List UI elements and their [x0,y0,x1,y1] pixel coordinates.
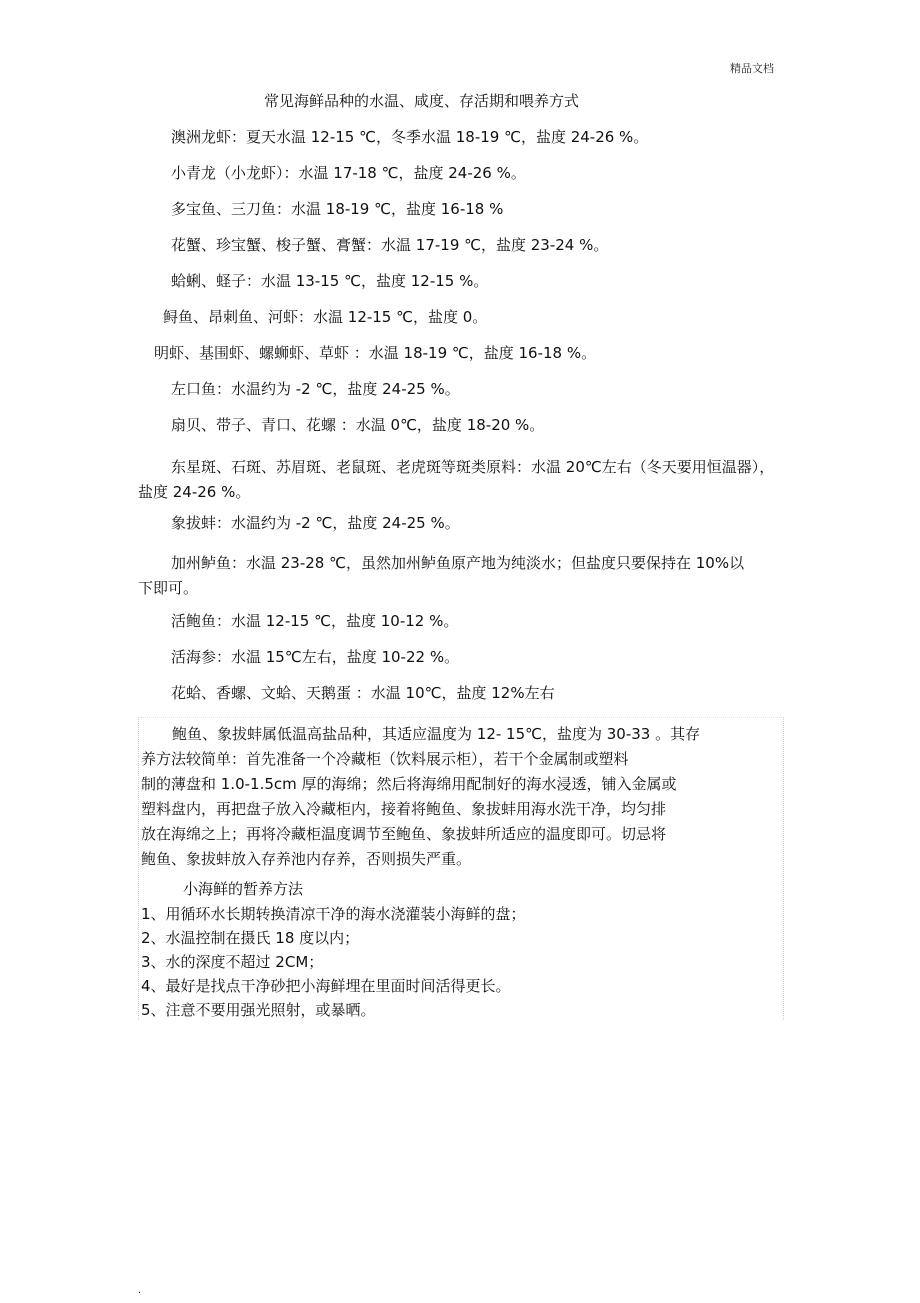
list-item: 3、水的深度不超过 2CM； [141,953,324,971]
paragraph-line: 塑料盘内，再把盘子放入冷藏柜内，接着将鲍鱼、象拔蚌用海水洗干净，均匀排 [141,800,667,818]
paragraph-line: 养方法较简单：首先准备一个冷藏柜（饮料展示柜），若干个金属制或塑料 [141,750,629,768]
list-item: 5、注意不要用强光照射，或暴晒。 [141,1001,376,1019]
entry-crabs: 花蟹、珍宝蟹、梭子蟹、膏蟹：水温 17-19 ℃，盐度 23-24 %。 [171,236,609,254]
steps-list [141,902,526,1022]
entry-crayfish: 小青龙（小龙虾）：水温 17-18 ℃，盐度 24-26 %。 [171,164,526,182]
paragraph-line: 鲍鱼、象拔蚌属低温高盐品种，其适应温度为 12- 15℃，盐度为 30-33 。其存 [172,725,701,743]
list-item: 2、水温控制在摄氏 18 度以内； [141,929,360,947]
page-title: 常见海鲜品种的水温、咸度、存活期和喂养方式 [264,92,580,110]
list-item: 1、用循环水长期转换清凉干净的海水浇灌装小海鲜的盘； [141,905,526,923]
paragraph-line: 制的薄盘和 1.0-1.5cm 厚的海绵；然后将海绵用配制好的海水浸透，铺入金属或 [141,775,677,793]
entry-scallops: 扇贝、带子、青口、花螺 ：水温 0℃，盐度 18-20 %。 [171,416,545,434]
entry-sturgeon: 鲟鱼、昂刺鱼、河虾：水温 12-15 ℃，盐度 0。 [163,308,488,326]
entry-california-bass: 加州鲈鱼：水温 23-28 ℃，虽然加州鲈鱼原产地为纯淡水；但盐度只要保持在 10%以下即可。 [138,554,745,597]
list-item: 4、最好是找点干净砂把小海鲜埋在里面时间活得更长。 [141,977,511,995]
entry-flounder: 左口鱼：水温约为 -2 ℃，盐度 24-25 %。 [171,380,460,398]
paragraph-line: 鲍鱼、象拔蚌放入存养池内存养，否则损失严重。 [141,850,472,868]
entry-groupers: 东星斑、石斑、苏眉斑、老鼠斑、老虎斑等斑类原料：水温 20℃左右（冬天要用恒温器），盐度 24-26 %。 [138,458,775,501]
watermark: 精品文档 [730,62,774,75]
entry-prawns: 明虾、基围虾、螺蛳虾、草虾 ：水温 18-19 ℃，盐度 16-18 %。 [154,344,597,362]
entry-turbot: 多宝鱼、三刀鱼：水温 18-19 ℃，盐度 16-18 % [171,200,504,218]
entry-clams: 蛤蜊、蛏子：水温 13-15 ℃，盐度 12-15 %。 [171,272,489,290]
paragraph-line: 放在海绵之上；再将冷藏柜温度调节至鲍鱼、象拔蚌所适应的温度即可。切忌将 [141,825,667,843]
entry-geoduck: 象拔蚌：水温约为 -2 ℃，盐度 24-25 %。 [171,514,460,532]
entry-shellfish: 花蛤、香螺、文蛤、天鹅蛋 ：水温 10℃，盐度 12%左右 [171,684,555,702]
footer-dot: . [138,1285,142,1296]
temporary-storage-title: 小海鲜的暂养方法 [183,880,304,898]
entry-abalone: 活鲍鱼：水温 12-15 ℃，盐度 10-12 %。 [171,612,459,630]
entry-sea-cucumber: 活海参：水温 15℃左右，盐度 10-22 %。 [171,648,460,666]
storage-paragraph [141,722,773,872]
storage-section [138,717,784,1020]
entry-australian-lobster: 澳洲龙虾：夏天水温 12-15 ℃，冬季水温 18-19 ℃，盐度 24-26 %。 [171,128,649,146]
